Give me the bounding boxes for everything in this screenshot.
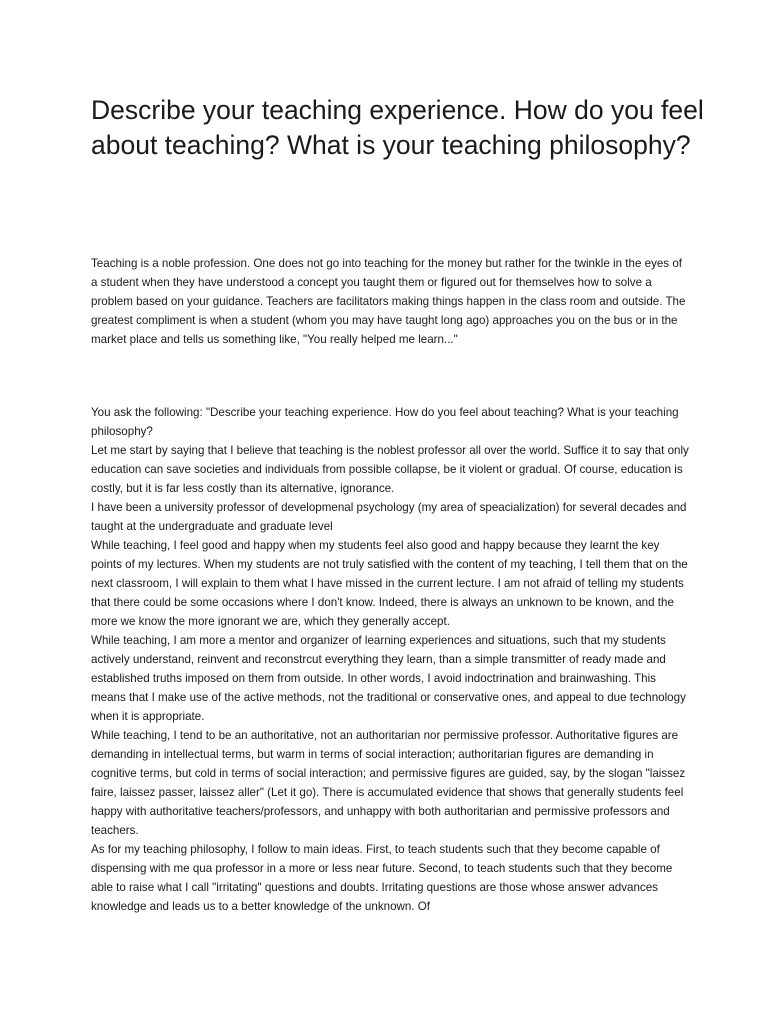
main-section: [91, 403, 691, 916]
paragraph-authoritative: While teaching, I tend to be an authoritative, not an authoritarian nor permissive professor. Authoritative figures are demanding in intellectual terms, but warm in terms of social interaction; authoritarian figures are demanding in cognitive terms, but cold in terms of social interaction; and permissive figures are guided, say, by the slogan "laissez faire, laissez passer, laissez aller" (Let it go). There is accumulated evidence that shows that generally students feel happy with authoritative teachers/professors, and unhappy with both authoritarian and permissive professors and teachers.: [91, 729, 686, 837]
paragraph-professor: I have been a university professor of developmenal psychology (my area of speacialization) for several decades and taught at the undergraduate and graduate level: [91, 501, 687, 533]
intro-section: [91, 254, 691, 349]
paragraph-noblest: Let me start by saying that I believe that teaching is the noblest professor all over the world. Suffice it to say that only education can save societies and individuals from possible collapse, be it violent or gradual. Of course, education is costly, but it is far less costly than its alternative, ignorance.: [91, 444, 689, 495]
paragraph-feelings: While teaching, I feel good and happy when my students feel also good and happy because they learnt the key points of my lectures. When my students are not truly satisfied with the content of my teaching, I tell them that on the next classroom, I will explain to them what I have missed in the current lecture. I am not afraid of telling my students that there could be some occasions where I don't know. Indeed, there is always an unknown to be known, and the more we know the more ignorant we are, which they generally accept.: [91, 539, 688, 628]
paragraph-mentor: While teaching, I am more a mentor and organizer of learning experiences and situations, such that my students actively understand, reinvent and reconstrcut everything they learn, than a simple transmitter of ready made and established truths imposed on them from outside. In other words, I avoid indoctrination and brainwashing. This means that I make use of the active methods, not the traditional or conservative ones, and appeal to due technology when it is appropriate.: [91, 634, 686, 723]
page-title: Describe your teaching experience. How do you feel about teaching? What is your teaching philosophy?: [91, 95, 704, 160]
intro-paragraph: Teaching is a noble profession. One does not go into teaching for the money but rather for the twinkle in the eyes of a student when they have understood a concept you taught them or figured out for themselves how to solve a problem based on your guidance. Teachers are facilitators making things happen in the class room and outside. The greatest compliment is when a student (whom you may have taught long ago) approaches you on the bus or in the market place and tells us something like, "You really helped me learn...": [91, 257, 686, 346]
paragraph-question: You ask the following: "Describe your teaching experience. How do you feel about teaching? What is your teaching philosophy?: [91, 406, 679, 438]
paragraph-philosophy: As for my teaching philosophy, I follow to main ideas. First, to teach students such that they become capable of dispensing with me qua professor in a more or less near future. Second, to teach students such that they become able to raise what I call "irritating" questions and doubts. Irritating questions are those whose answer advances knowledge and leads us to a better knowledge of the unknown. Of: [91, 843, 673, 913]
